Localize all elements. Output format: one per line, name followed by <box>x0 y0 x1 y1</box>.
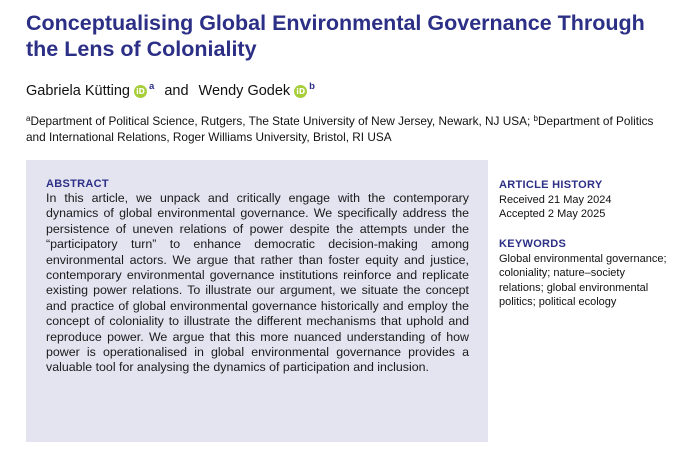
accepted-date: Accepted 2 May 2025 <box>499 208 606 220</box>
author-line <box>26 78 315 100</box>
article-title: Conceptualising Global Environmental Governance Through the Lens of Coloniality <box>26 11 645 61</box>
abstract-heading: ABSTRACT <box>46 178 109 190</box>
orcid-icon[interactable]: iD <box>134 85 147 98</box>
affiliation-mark-b: b <box>533 114 538 123</box>
author-name: Wendy Godek <box>198 83 291 99</box>
abstract-text: In this article, we unpack and critically engage with the contemporary dynamics of global environmental governance. We specifically address the persistence of uneven relations of power despite the attempts under the “participatory turn” to enhance democratic decision-making among environmental actors. We argue that rather than foster equity and justice, contemporary environmental governance institutions reinforce and replicate existing power relations. To illustrate our argument, we situate the concept and practice of global environmental governance historically and employ the concept of coloniality to illustrate the different mechanisms that uphold and reproduce power. We argue that this more nuanced understanding of how power is operationalised in global environmental governance provides a valuable tool for analysing the dynamics of participation and inclusion. <box>46 191 469 375</box>
affiliation-marker: b <box>309 81 315 92</box>
orcid-icon[interactable]: iD <box>294 85 307 98</box>
keywords-list: Global environmental governance; coloniality; nature–society relations; global environmental politics; political ecology <box>499 252 667 308</box>
affiliation-marker: a <box>148 81 155 92</box>
author-separator: and <box>164 83 189 99</box>
article-history <box>499 178 669 222</box>
history-heading: ARTICLE HISTORY <box>499 179 603 191</box>
keywords-heading: KEYWORDS <box>499 238 567 250</box>
received-date: Received 21 May 2024 <box>499 193 612 206</box>
affiliation-mark-a: a <box>26 114 31 123</box>
affiliations <box>26 111 666 145</box>
affiliation-a: Department of Political Science, Rutgers, The State University of New Jersey, Newark, NJ USA; <box>30 114 531 128</box>
affiliation-b: Department of Politics and International Relations, Roger Williams University, Bristol, RI USA <box>26 114 654 144</box>
keywords-section <box>499 237 669 310</box>
author-name: Gabriela Kütting <box>26 83 130 99</box>
